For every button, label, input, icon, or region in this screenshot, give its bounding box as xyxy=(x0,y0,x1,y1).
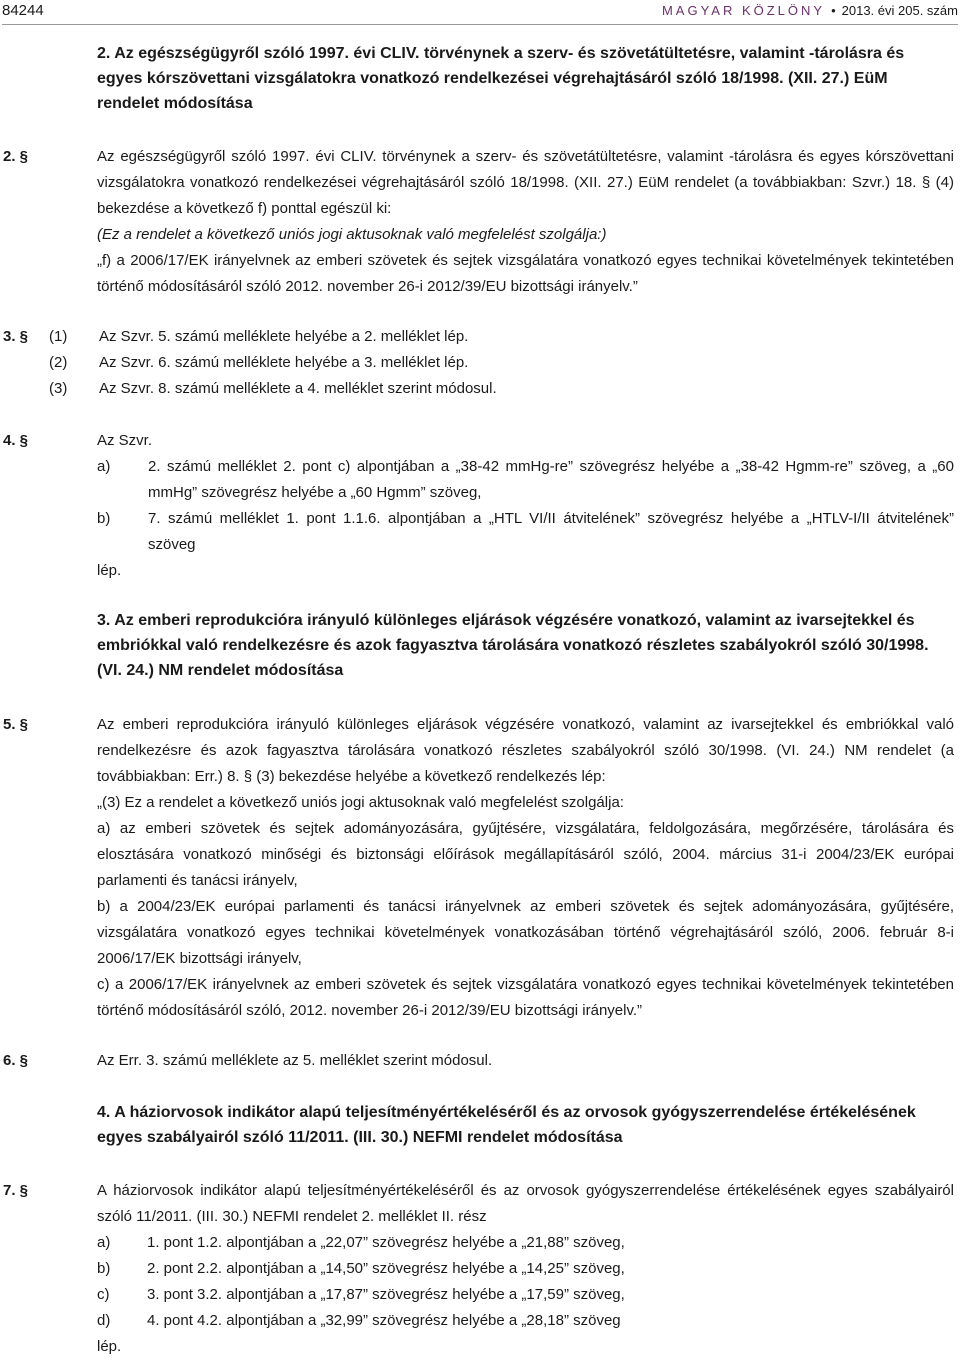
issue-number: 2013. évi 205. szám xyxy=(841,3,958,18)
paragraph-closing: lép. xyxy=(97,1338,122,1355)
paragraph-body xyxy=(97,1178,954,1360)
list-item xyxy=(97,1256,954,1282)
paragraph-body xyxy=(49,324,954,402)
item-text: 7. számú melléklet 1. pont 1.1.6. alpontjában a „HTL VI/II átvitelének” szövegrész helyébe a „HTLV-I/II átvitelének” szöveg xyxy=(148,510,954,553)
paragraph-body xyxy=(97,144,954,300)
list-item xyxy=(97,1230,954,1256)
list-item xyxy=(97,1282,954,1308)
item-label: (2) xyxy=(49,354,68,371)
item-text: 2. számú melléklet 2. pont c) alpontjában a „38-42 mmHg-re” szövegrész helyébe a „38-42 Hgmm-re” szöveg, a „60 mmHg” szövegrész helyébe a „60 Hgmm” szöveg, xyxy=(148,458,954,501)
paragraph-text: Az egészségügyről szóló 1997. évi CLIV. törvénynek a szerv- és szövetátültetésre, valamint -tárolásra és egyes kórszövettani vizsgálatokra vonatkozó rendelkezései végrehajtásáról szóló 18/1998. (XII. 27.) EüM rendelet (a továbbiakban: Szvr.) 18. § (4) bekezdése a következő f) ponttal egészül ki: xyxy=(97,148,954,217)
section-heading-2: 2. Az egészségügyről szóló 1997. évi CLIV. törvénynek a szerv- és szövetátültetésre, valamint -tárolásra és egyes kórszövettani vizsgálatokra vonatkozó rendelkezései végrehajtásáról szóló 18/1998. (XII. 27.) EüM rendelet módosítása xyxy=(97,45,905,112)
item-text: 1. pont 1.2. alpontjában a „22,07” szövegrész helyébe a „21,88” szöveg, xyxy=(147,1234,625,1251)
paragraph-number: 2. § xyxy=(3,148,29,165)
item-text: 4. pont 4.2. alpontjában a „32,99” szövegrész helyébe a „28,18” szöveg xyxy=(147,1312,621,1329)
item-text: Az Szvr. 5. számú melléklete helyébe a 2. melléklet lép. xyxy=(99,328,469,345)
page-header xyxy=(2,0,958,22)
paragraph-number: 4. § xyxy=(3,432,29,449)
list-item xyxy=(49,376,954,402)
paragraph-number: 5. § xyxy=(3,716,29,733)
section-heading-3: 3. Az emberi reprodukcióra irányuló különleges eljárások végzésére vonatkozó, valamint az ivarsejtekkel és embriókkal való rendelkezésre és azok fagyasztva tárolására vonatkozó részletes szabályokról szóló 30/1998. (VI. 24.) NM rendelet módosítása xyxy=(97,612,929,679)
list-item xyxy=(49,324,954,350)
item-text: 3. pont 3.2. alpontjában a „17,87” szövegrész helyébe a „17,59” szöveg, xyxy=(147,1286,625,1303)
paragraph-body xyxy=(97,712,954,1024)
paragraph-number: 6. § xyxy=(3,1052,29,1069)
item-label: b) xyxy=(97,510,111,527)
paragraph-closing: lép. xyxy=(97,562,122,579)
list-item xyxy=(49,350,954,376)
list-item xyxy=(97,1308,954,1334)
list-item xyxy=(97,454,954,506)
quoted-point-a: a) az emberi szövetek és sejtek adományozására, gyűjtésére, vizsgálatára, feldolgozására, megőrzésére, tárolására és elosztására vonatkozó minőségi és biztonsági előírások megállapításáról szóló, 2004. március 31-i 2004/23/EK európai parlamenti és tanácsi irányelv, xyxy=(97,820,954,889)
journal-title: MAGYAR KÖZLÖNY xyxy=(661,3,826,18)
paragraph-number: 7. § xyxy=(3,1182,29,1199)
item-label: b) xyxy=(97,1260,111,1277)
quoted-point-b: b) a 2004/23/EK európai parlamenti és tanácsi irányelvnek az emberi szövetek és sejtek adományozására, gyűjtésére, vizsgálatára vonatkozó egyes technikai követelmények vonatkozásában történő végrehajtásáról szóló, 2006. február 8-i 2006/17/EK bizottsági irányelv, xyxy=(97,898,954,967)
paragraph-text: Az emberi reprodukcióra irányuló különleges eljárások végzésére vonatkozó, valamint az ivarsejtekkel és embriókkal való rendelkezésre és azok fagyasztva tárolására vonatkozó részletes szabályokról szóló 30/1998. (VI. 24.) NM rendelet (a továbbiakban: Err.) 8. § (3) bekezdése helyébe a következő rendelkezés lép: xyxy=(97,716,954,785)
item-label: a) xyxy=(97,1234,111,1251)
paragraph-italic-note: (Ez a rendelet a következő uniós jogi aktusoknak való megfelelést szolgálja:) xyxy=(97,226,607,243)
item-text: 2. pont 2.2. alpontjában a „14,50” szövegrész helyébe a „14,25” szöveg, xyxy=(147,1260,625,1277)
paragraph-number: 3. § xyxy=(3,328,29,345)
list-item xyxy=(97,506,954,558)
item-label: d) xyxy=(97,1312,111,1329)
quoted-point-c: c) a 2006/17/EK irányelvnek az emberi szövetek és sejtek vizsgálatára vonatkozó egyes technikai követelmények tekintetében történő módosításáról szóló, 2012. november 26-i 2012/39/EU bizottsági irányelv.” xyxy=(97,976,954,1019)
item-label: a) xyxy=(97,458,111,475)
paragraph-body xyxy=(97,1048,954,1074)
item-text: Az Szvr. 6. számú melléklete helyébe a 3. melléklet lép. xyxy=(99,354,469,371)
item-text: Az Szvr. 8. számú melléklete a 4. melléklet szerint módosul. xyxy=(99,380,497,397)
item-label: (1) xyxy=(49,328,68,345)
paragraph-text: Az Err. 3. számú melléklete az 5. melléklet szerint módosul. xyxy=(97,1052,493,1069)
paragraph-intro: Az Szvr. xyxy=(97,432,153,449)
quoted-provision: „f) a 2006/17/EK irányelvnek az emberi szövetek és sejtek vizsgálatára vonatkozó egyes technikai követelmények tekintetében történő módosításáról szóló 2012. november 26-i 2012/39/EU bizottsági irányelv.” xyxy=(97,252,954,295)
paragraph-body xyxy=(97,428,954,584)
quoted-provision-intro: „(3) Ez a rendelet a következő uniós jogi aktusoknak való megfelelést szolgálja: xyxy=(97,794,624,811)
journal-issue xyxy=(662,0,958,22)
paragraph-text: A háziorvosok indikátor alapú teljesítményértékeléséről és az orvosok gyógyszerrendelése értékelésének egyes szabályairól szóló 11/2011. (III. 30.) NEFMI rendelet 2. melléklet II. rész xyxy=(97,1182,954,1225)
page-number: 84244 xyxy=(2,2,44,19)
section-heading-4: 4. A háziorvosok indikátor alapú teljesítményértékeléséről és az orvosok gyógyszerrendelése értékelésének egyes szabályairól szóló 11/2011. (III. 30.) NEFMI rendelet módosítása xyxy=(97,1104,916,1146)
item-label: (3) xyxy=(49,380,68,397)
item-label: c) xyxy=(97,1286,110,1303)
header-rule xyxy=(2,24,958,25)
header-separator: • xyxy=(831,3,836,18)
